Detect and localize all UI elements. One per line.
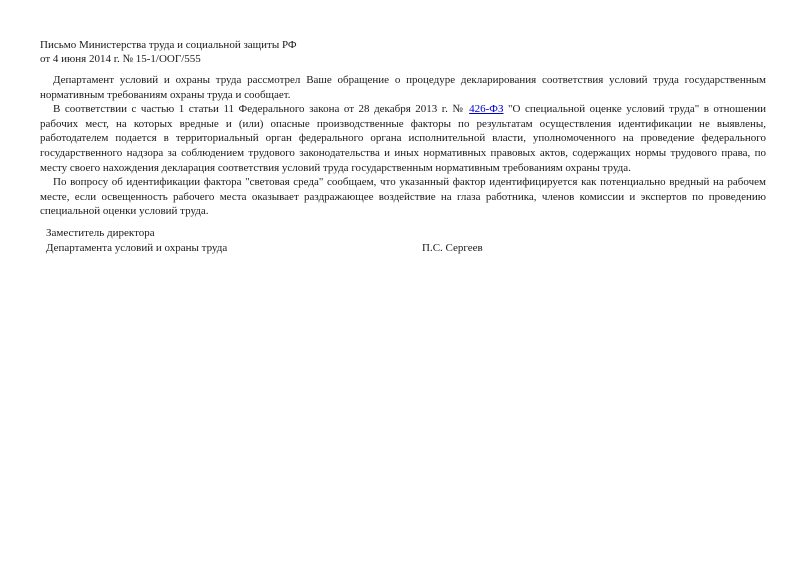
signatory-name: П.С. Сергеев [422, 241, 483, 254]
signatory-position-line-2: Департамента условий и охраны труда [46, 241, 228, 254]
paragraph-1: Департамент условий и охраны труда рассмотрел Ваше обращение о процедуре декларирования соответствия условий труда государственным нормативным требованиям охраны труда и сообщает. [40, 74, 766, 101]
signature-row-2 [46, 241, 506, 256]
document-header [40, 38, 297, 66]
document-body [40, 73, 766, 219]
signature-row-1 [46, 226, 506, 241]
paragraph-3: По вопросу об идентификации фактора "световая среда" сообщаем, что указанный фактор идентифицируется как потенциально вредный на рабочем месте, если освещенность рабочего места оказывает раздражающее воздействие на глаза работника, членов комиссии и экспертов по проведению специальной оценки условий труда. [40, 176, 766, 218]
paragraph-2-after-link: "О специальной оценке условий труда" в отношении рабочих мест, на которых вредные и (или) опасные производственные факторы по результатам осуществления идентификации не выявлены, работодателем подается в территориальный орган федерального органа исполнительной власти, уполномоченного на проведение федерального государственного надзора за соблюдением трудового законодательства и иных нормативных правовых актов, содержащих нормы трудового права, по месту своего нахождения декларация соответствия условий труда государственным нормативным требованиям охраны труда. [40, 103, 766, 174]
signature-block [46, 226, 506, 255]
law-426-fz-link[interactable]: 426-ФЗ [469, 103, 504, 116]
paragraph-2 [40, 102, 766, 175]
document-date-number: от 4 июня 2014 г. № 15-1/ООГ/555 [40, 53, 201, 65]
document-title: Письмо Министерства труда и социальной защиты РФ [40, 39, 297, 51]
signatory-position-line-1: Заместитель директора [46, 227, 155, 239]
paragraph-2-before-link: В соответствии с частью 1 статьи 11 Федерального закона от 28 декабря 2013 г. № [53, 103, 470, 116]
